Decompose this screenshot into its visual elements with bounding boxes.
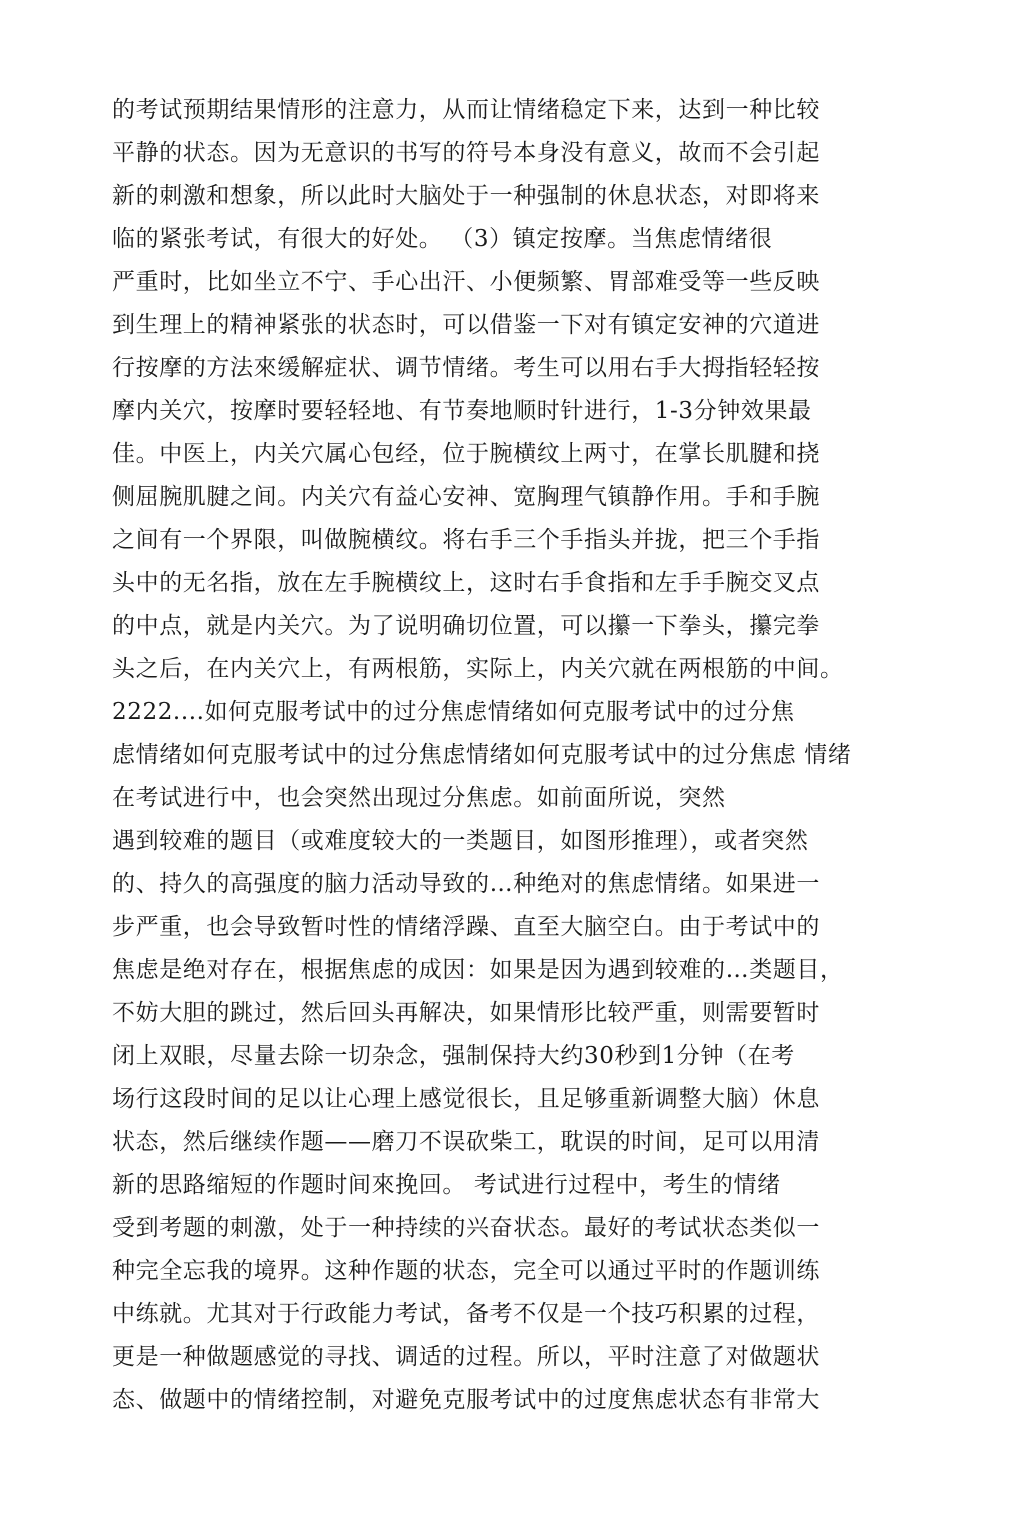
text-line: 步严重，也会导致暂吋性的情绪浮躁、直至大脑空白。由于考试中的	[112, 914, 820, 940]
text-line: 种完全忘我的境界。这种作题的状态，完全可以通过平时的作题训练	[112, 1258, 820, 1284]
text-line: 更是一种做题感觉的寻找、调适的过程。所以，平时注意了对做题状	[112, 1344, 820, 1370]
text-line: 新的思路缩短的作题时间來挽回。 考试进行过程中，考生的情绪	[112, 1172, 781, 1198]
text-line: 严重时，比如坐立不宁、手心出汗、小便频繁、胃部难受等一些反映	[112, 269, 820, 295]
text-line: 的、持久的高强度的脑力活动导致的…种绝对的焦虑情绪。如果进一	[112, 871, 820, 897]
text-line: 之间有一个界限，叫做腕横纹。将右手三个手指头并拢，把三个手指	[112, 527, 820, 553]
text-line: 平静的状态。因为无意识的书写的符号本身没有意义，故而不会引起	[112, 140, 820, 166]
text-line: 场行这段时间的足以让心理上感觉很长，且足够重新调整大脑）休息	[112, 1086, 820, 1112]
text-line: 不妨大胆的跳过，然后回头再解决，如果情形比较严重，则需要暂时	[112, 1000, 820, 1026]
text-line: 到生理上的精神紧张的状态时，可以借鉴一下对有镇定安神的穴道进	[112, 312, 820, 338]
text-line: 虑情绪如何克服考试中的过分焦虑情绪如何克服考试中的过分焦虑 情绪	[112, 742, 852, 768]
text-line: 遇到较难的题目（或难度较大的一类题目，如图形推理），或者突然	[112, 828, 809, 854]
text-line: 佳。中医上，内关穴属心包经，位于腕横纹上两寸，在掌长肌腱和挠	[112, 441, 820, 467]
text-line: 临的紧张考试，有很大的好处。 （3）镇定按摩。当焦虑情绪很	[112, 226, 773, 252]
text-line: 闭上双眼，尽量去除一切杂念，强制保持大约30秒到1分钟（在考	[112, 1043, 795, 1069]
text-line: 的考试预期结果情形的注意力，从而让情绪稳定下来，达到一种比较	[112, 97, 820, 123]
text-line: 2222....如何克服考试中的过分焦虑情绪如何克服考试中的过分焦	[112, 699, 795, 725]
text-line: 头之后，在内关穴上，有两根筋，实际上，内关穴就在两根筋的中间。	[112, 656, 844, 682]
text-line: 新的刺激和想象，所以此时大脑处于一种强制的休息状态，对即将来	[112, 183, 820, 209]
text-line: 侧屈腕肌腱之间。内关穴有益心安神、宽胸理气镇静作用。手和手腕	[112, 484, 820, 510]
text-line: 中练就。尤其对于行政能力考试，备考不仅是一个技巧积累的过程，	[112, 1301, 820, 1327]
text-line: 行按摩的方法來缓解症状、调节情绪。考生可以用右手大拇指轻轻按	[112, 355, 820, 381]
text-line: 态、做题中的情绪控制，对避免克服考试中的过度焦虑状态有非常大	[112, 1387, 820, 1413]
text-line: 状态，然后继续作题——磨刀不误砍柴工，耽误的时间，足可以用清	[112, 1129, 820, 1155]
text-line: 头中的无名指，放在左手腕横纹上，这时右手食指和左手手腕交叉点	[112, 570, 820, 596]
text-line: 的中点，就是内关穴。为了说明确切位置，可以攥一下拳头，攥完拳	[112, 613, 820, 639]
text-line: 受到考题的刺激，处于一种持续的兴奋状态。最好的考试状态类似一	[112, 1215, 820, 1241]
text-line: 焦虑是绝对存在，根据焦虑的成因：如果是因为遇到较难的…类题目，	[112, 957, 844, 983]
text-line: 摩内关穴，按摩时要轻轻地、有节奏地顺时针进行，1-3分钟效果最	[112, 398, 812, 424]
text-line: 在考试进行中，也会突然出现过分焦虑。如前面所说，突然	[112, 785, 726, 811]
